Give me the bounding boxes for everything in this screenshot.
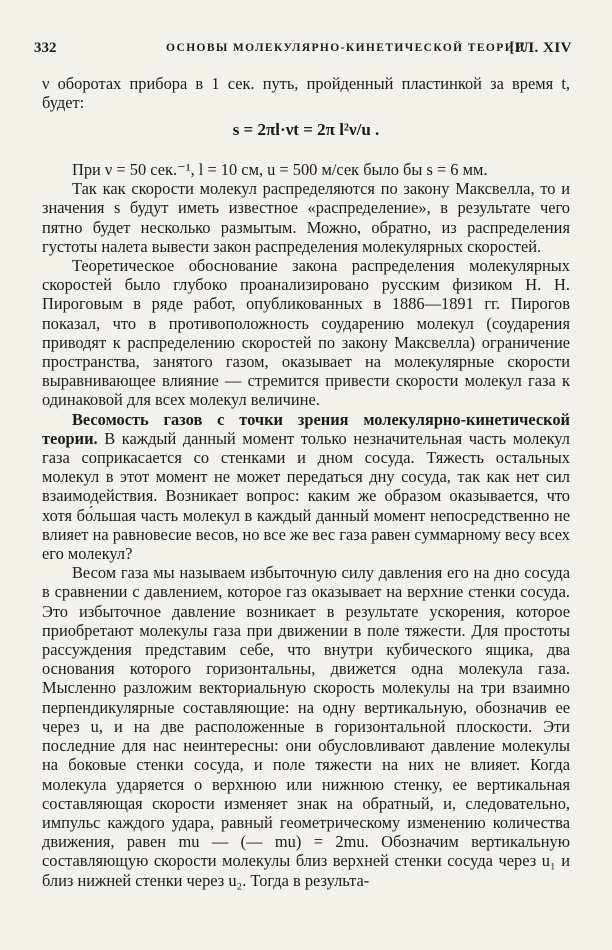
section-heading: Весомость газов с точки зрения молекулярно-кинетической теории.	[42, 409, 570, 448]
chapter-label: [ГЛ. XIV	[509, 40, 572, 56]
running-title: ОСНОВЫ МОЛЕКУЛЯРНО-КИНЕТИЧЕСКОЙ ТЕОРИИ	[166, 42, 526, 54]
paragraph-3	[42, 410, 570, 564]
formula: s = 2πl·νt = 2π l²ν/u .	[232, 120, 380, 139]
intro-line: ν оборотах прибора в 1 сек. путь, пройденный пластинкой за время t, будет:	[42, 74, 570, 113]
running-header	[34, 40, 572, 64]
intro-block	[42, 74, 570, 112]
body-text	[42, 160, 570, 890]
paragraph-2: Теоретическое обоснование закона распределения молекулярных скоростей было глубоко проанализировано русским физиком Н. Н. Пироговым в ряде работ, опубликованных в 1886—1891 гг. Пирогов показал, что в противоположность соударению молекул (соударения приводят к распределению скоростей по закону Максвелла) ограничение пространства, занятого газом, оказывает на молекулярные скорости выравнивающее влияние — стремится привести скорости молекул газа к одинаковой для всех молекул величине.	[42, 256, 570, 410]
page-number: 332	[34, 40, 57, 56]
paragraph-3-body: В каждый данный момент только незначительная часть молекул газа соприкасается со стенками и дном сосуда. Тяжесть остальных молекул в этот момент не может передаться дну сосуда, так как нет сил взаимодействия. Возникает вопрос: каким же образом оказывается, что хотя бо́льшая часть молекул в каждый данный момент непосредственно не влияет на равновесие весов, но все же вес газа равен суммарному весу всех его молекул?	[42, 428, 570, 564]
example-line: При ν = 50 сек.⁻¹, l = 10 см, u = 500 м/сек было бы s = 6 мм.	[72, 160, 488, 179]
paragraph-4: Весом газа мы называем избыточную силу давления его на дно сосуда в сравнении с давлением, которое газ оказывает на верхние стенки сосуда. Это избыточное давление возникает в результате ускорения, которое приобретают молекулы газа при движении в поле тяжести. Для простоты рассуждения представим себе, что внутри кубического ящика, два основания которого горизонтальны, движется одна молекула газа. Мысленно разложим векториальную скорость молекулы на три взаимно перпендикулярные составляющие: на одну вертикальную, обозначив ее через u, и на две расположенные в горизонтальной плоскости. Эти последние для нас неинтересны: они обусловливают давление молекулы на боковые стенки сосуда, и поле тяжести на них не влияет. Когда молекула ударяется о верхнюю или нижнюю стенку, ее вертикальная составляющая скорости изменяет знак на обратный, и, следовательно, импульс каждого удара, равный геометрическому изменению количества движения, равен mu — (— mu) = 2mu. Обозначим вертикальную составляющую скорости молекулы близ верхней стенки сосуда через u₁ и близ нижней стенки через u₂. Тогда в результа-	[42, 563, 570, 890]
paragraph-1: Так как скорости молекул распределяются по закону Максвелла, то и значения s будут иметь известное «распределение», в результате чего пятно будет несколько размытым. Можно, обратно, из распределения густоты налета вывести закон распределения молекулярных скоростей.	[42, 179, 570, 256]
